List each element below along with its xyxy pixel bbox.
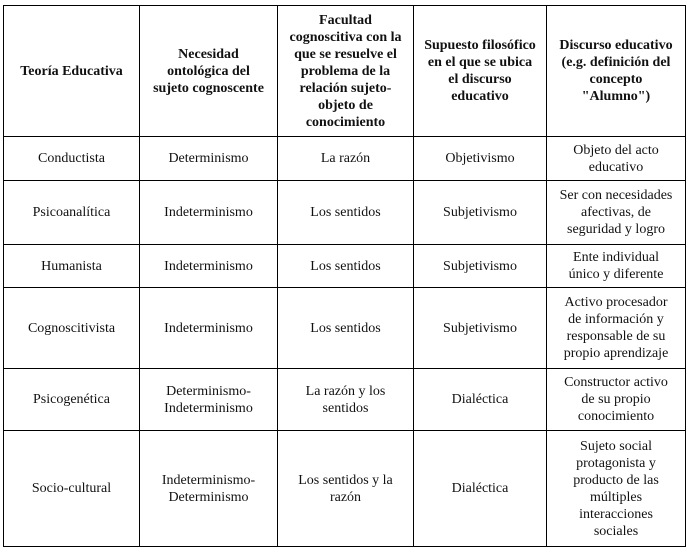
educational-theories-table (3, 5, 686, 547)
header-theory: Teoría Educativa (4, 6, 140, 137)
header-row (4, 6, 686, 137)
table-row (4, 137, 686, 181)
cell-cognitive-faculty: Los sentidos (278, 288, 414, 369)
cell-educational-discourse: Activo procesador de información y responsable de su propio aprendizaje (547, 288, 686, 369)
cell-educational-discourse: Ser con necesidades afectivas, de seguridad y logro (547, 181, 686, 245)
cell-educational-discourse: Sujeto social protagonista y producto de las múltiples interacciones sociales (547, 431, 686, 547)
cell-ontological-need: Indeterminismo (140, 288, 278, 369)
cell-theory: Cognoscitivista (4, 288, 140, 369)
table-row (4, 288, 686, 369)
header-educational-discourse: Discurso educativo (e.g. definición del concepto "Alumno") (547, 6, 686, 137)
cell-cognitive-faculty: Los sentidos y la razón (278, 431, 414, 547)
header-philosophical-assumption: Supuesto filosófico en el que se ubica el discurso educativo (414, 6, 547, 137)
cell-cognitive-faculty: La razón (278, 137, 414, 181)
theory-table-container (3, 5, 685, 546)
cell-philosophical-assumption: Dialéctica (414, 431, 547, 547)
cell-philosophical-assumption: Subjetivismo (414, 288, 547, 369)
cell-philosophical-assumption: Subjetivismo (414, 245, 547, 288)
cell-ontological-need: Indeterminismo (140, 245, 278, 288)
cell-educational-discourse: Objeto del acto educativo (547, 137, 686, 181)
cell-theory: Psicogenética (4, 369, 140, 431)
cell-ontological-need: Determinismo- Indeterminismo (140, 369, 278, 431)
table-row (4, 181, 686, 245)
cell-philosophical-assumption: Dialéctica (414, 369, 547, 431)
table-row (4, 245, 686, 288)
cell-theory: Psicoanalítica (4, 181, 140, 245)
cell-educational-discourse: Ente individual único y diferente (547, 245, 686, 288)
cell-theory: Socio-cultural (4, 431, 140, 547)
cell-cognitive-faculty: La razón y los sentidos (278, 369, 414, 431)
header-cognitive-faculty: Facultad cognoscitiva con la que se resuelve el problema de la relación sujeto- objeto de conocimiento (278, 6, 414, 137)
cell-theory: Conductista (4, 137, 140, 181)
table-row (4, 369, 686, 431)
cell-educational-discourse: Constructor activo de su propio conocimiento (547, 369, 686, 431)
table-row (4, 431, 686, 547)
header-ontological-need: Necesidad ontológica del sujeto cognoscente (140, 6, 278, 137)
cell-ontological-need: Determinismo (140, 137, 278, 181)
cell-ontological-need: Indeterminismo (140, 181, 278, 245)
cell-cognitive-faculty: Los sentidos (278, 181, 414, 245)
cell-ontological-need: Indeterminismo- Determinismo (140, 431, 278, 547)
cell-theory: Humanista (4, 245, 140, 288)
cell-philosophical-assumption: Subjetivismo (414, 181, 547, 245)
cell-philosophical-assumption: Objetivismo (414, 137, 547, 181)
cell-cognitive-faculty: Los sentidos (278, 245, 414, 288)
